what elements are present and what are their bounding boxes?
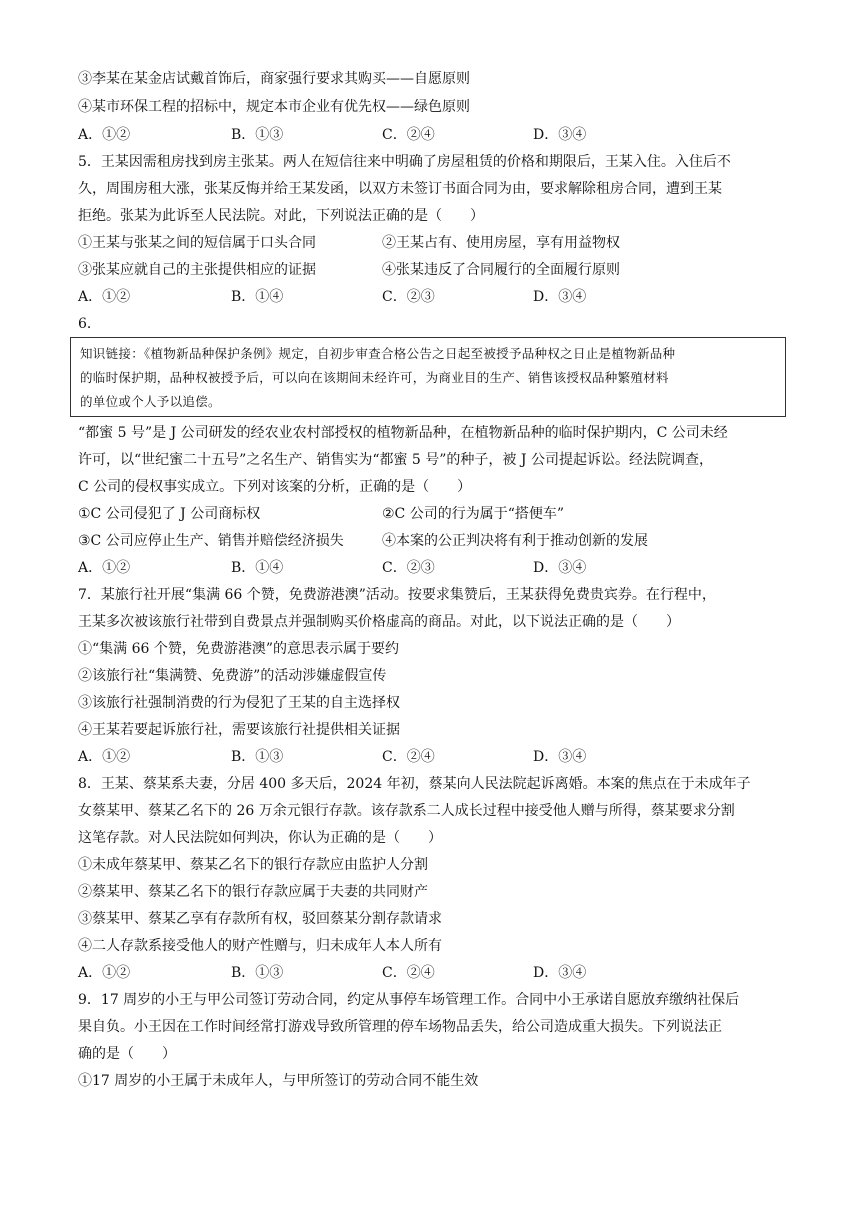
q5-option-a: A．①② [78, 289, 131, 305]
q7-stem-line-2: 王某多次被该旅行社带到自费景点并强制购买价格虚高的商品。对此，以下说法正确的是（ ） [78, 614, 680, 630]
q9-stem-line-1: 9．17 周岁的小王与甲公司签订劳动合同，约定从事停车场管理工作。合同中小王承诺自愿放弃缴纳社保后 [78, 992, 740, 1008]
q7-item-1: ①“集满 66 个赞，免费游港澳”的意思表示属于要约 [78, 641, 400, 657]
q5-item-1: ①王某与张某之间的短信属于口头合同 [78, 235, 316, 251]
q8-option-a: A．①② [78, 965, 131, 981]
q8-option-b: B．①③ [231, 965, 284, 981]
q6-stem-line-1: “都蜜 5 号”是 J 公司研发的经农业农村部授权的植物新品种，在植物新品种的临时保护期内，C 公司未经 [78, 425, 728, 441]
q8-stem-line-2: 女蔡某甲、蔡某乙名下的 26 万余元银行存款。该存款系二人成长过程中接受他人赠与所得，蔡某要求分割 [78, 803, 735, 819]
q4-option-d: D．③④ [533, 127, 587, 143]
q6-number: 6． [78, 316, 101, 332]
q6-item-4: ④本案的公正判决将有利于推动创新的发展 [382, 533, 648, 549]
q5-options [78, 287, 778, 307]
q6-options [78, 558, 778, 578]
q5-items-row-1 [78, 233, 778, 253]
q7-option-c: C．②④ [382, 749, 435, 765]
q6-option-b: B．①④ [231, 560, 284, 576]
q8-item-3: ③蔡某甲、蔡某乙享有存款所有权，驳回蔡某分割存款请求 [78, 911, 442, 927]
q5-option-b: B．①④ [231, 289, 284, 305]
q4-options [78, 125, 778, 145]
q7-item-4: ④王某若要起诉旅行社，需要该旅行社提供相关证据 [78, 722, 400, 738]
knowledge-link-box [70, 337, 786, 417]
q6-item-1: ①C 公司侵犯了 J 公司商标权 [78, 506, 261, 522]
q6-items-row-1 [78, 504, 778, 524]
q5-item-4: ④张某违反了合同履行的全面履行原则 [382, 262, 620, 278]
q5-option-d: D．③④ [533, 289, 587, 305]
q7-item-2: ②该旅行社“集满赞、免费游”的活动涉嫌虚假宣传 [78, 668, 387, 684]
q5-option-c: C．②③ [382, 289, 435, 305]
q7-option-a: A．①② [78, 749, 131, 765]
q4-option-c: C．②④ [382, 127, 435, 143]
q8-stem-line-3: 这笔存款。对人民法院如何判决，你认为正确的是（ ） [78, 830, 442, 846]
q6-option-d: D．③④ [533, 560, 587, 576]
q8-stem-line-1: 8．王某、蔡某系夫妻，分居 400 多天后，2024 年初，蔡某向人民法院起诉离婚。本案的焦点在于未成年子 [78, 776, 751, 792]
q8-option-c: C．②④ [382, 965, 435, 981]
knowledge-link-line-3: 的单位或个人予以追偿。 [80, 394, 221, 409]
q8-options [78, 963, 778, 983]
q7-stem-line-1: 7．某旅行社开展“集满 66 个赞，免费游港澳”活动。按要求集赞后，王某获得免费贵宾券。在行程中， [78, 587, 716, 603]
knowledge-link-line-1: 知识链接：《植物新品种保护条例》规定，自初步审查合格公告之日起至被授予品种权之日止是植物新品种 [80, 346, 676, 361]
q7-options [78, 747, 778, 767]
q6-option-a: A．①② [78, 560, 131, 576]
q8-item-2: ②蔡某甲、蔡某乙名下的银行存款应属于夫妻的共同财产 [78, 884, 428, 900]
q7-item-3: ③该旅行社强制消费的行为侵犯了王某的自主选择权 [78, 695, 400, 711]
q4-item-3: ③李某在某金店试戴首饰后，商家强行要求其购买——自愿原则 [78, 71, 470, 87]
q6-stem-line-3: C 公司的侵权事实成立。下列对该案的分析，正确的是（ ） [78, 479, 472, 495]
q8-item-4: ④二人存款系接受他人的财产性赠与，归未成年人本人所有 [78, 938, 442, 954]
q8-option-d: D．③④ [533, 965, 587, 981]
q6-option-c: C．②③ [382, 560, 435, 576]
q9-stem-line-2: 果自负。小王因在工作时间经常打游戏导致所管理的停车场物品丢失，给公司造成重大损失。下列说法正 [78, 1019, 722, 1035]
q8-item-1: ①未成年蔡某甲、蔡某乙名下的银行存款应由监护人分割 [78, 857, 428, 873]
q5-stem-line-1: 5．王某因需租房找到房主张某。两人在短信往来中明确了房屋租赁的价格和期限后，王某入住。入住后不 [78, 154, 731, 170]
q6-item-2: ②C 公司的行为属于“搭便车” [382, 506, 565, 522]
q6-stem-line-2: 许可，以“世纪蜜二十五号”之名生产、销售实为“都蜜 5 号”的种子，被 J 公司提起诉讼。经法院调查， [78, 452, 713, 468]
knowledge-link-line-2: 的临时保护期，品种权被授予后，可以向在该期间未经许可，为商业目的生产、销售该授权品种繁殖材料 [80, 370, 669, 385]
q5-item-2: ②王某占有、使用房屋，享有用益物权 [382, 235, 620, 251]
q7-option-d: D．③④ [533, 749, 587, 765]
q6-item-3: ③C 公司应停止生产、销售并赔偿经济损失 [78, 533, 344, 549]
q7-option-b: B．①③ [231, 749, 284, 765]
q5-item-3: ③张某应就自己的主张提供相应的证据 [78, 262, 316, 278]
q5-stem-line-2: 久，周围房租大涨，张某反悔并给王某发函，以双方未签订书面合同为由，要求解除租房合同，遭到王某 [78, 181, 722, 197]
q4-option-b: B．①③ [231, 127, 284, 143]
q4-option-a: A．①② [78, 127, 131, 143]
q5-items-row-2 [78, 260, 778, 280]
q9-item-1: ①17 周岁的小王属于未成年人，与甲所签订的劳动合同不能生效 [78, 1073, 479, 1089]
q5-stem-line-3: 拒绝。张某为此诉至人民法院。对此，下列说法正确的是（ ） [78, 208, 484, 224]
q4-item-4: ④某市环保工程的招标中，规定本市企业有优先权——绿色原则 [78, 99, 470, 115]
q6-items-row-2 [78, 531, 778, 551]
q9-stem-line-3: 确的是（ ） [78, 1046, 176, 1062]
